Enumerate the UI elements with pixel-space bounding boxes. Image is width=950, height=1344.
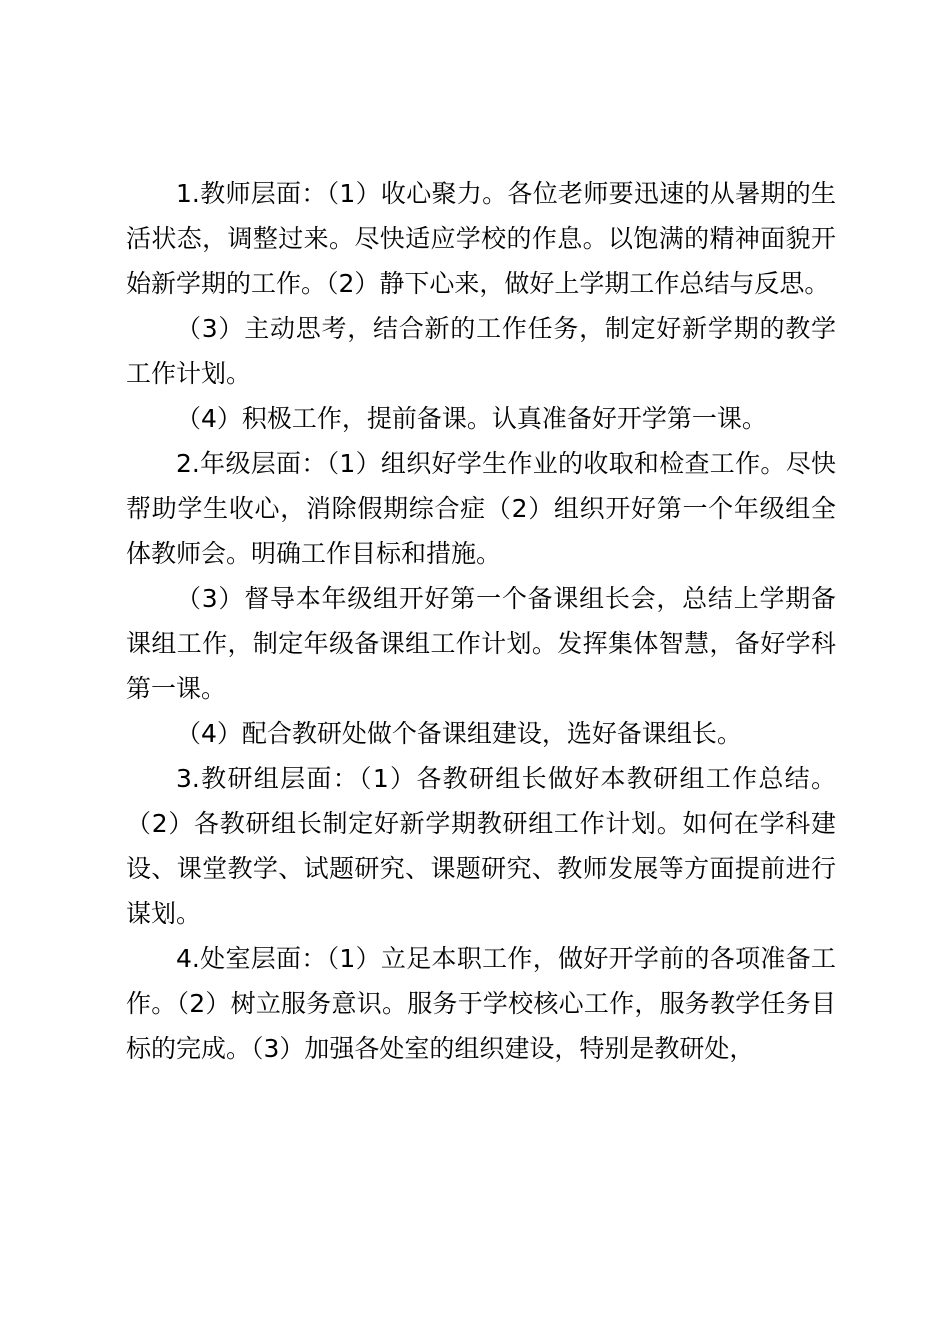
paragraph-grade-item-4: （4）配合教研处做个备课组建设，选好备课组长。 [176, 719, 742, 748]
paragraph-teacher-level: 1.教师层面：（1）收心聚力。各位老师要迅速的从暑期的生活状态，调整过来。尽快适应学校的作息。以饱满的精神面貌开始新学期的工作。（2）静下心来，做好上学期工作总结与反思。 [126, 179, 836, 298]
paragraph-teacher-item-3: （3）主动思考，结合新的工作任务，制定好新学期的教学工作计划。 [126, 314, 836, 388]
paragraph-grade-level: 2.年级层面：（1）组织好学生作业的收取和检查工作。尽快帮助学生收心，消除假期综合症（2）组织开好第一个年级组全体教师会。明确工作目标和措施。 [126, 449, 836, 568]
paragraph-grade-item-3: （3）督导本年级组开好第一个备课组长会，总结上学期备课组工作，制定年级备课组工作计划。发挥集体智慧，备好学科第一课。 [126, 584, 836, 703]
document-body [126, 171, 836, 1071]
paragraph-teacher-item-4: （4）积极工作，提前备课。认真准备好开学第一课。 [176, 404, 767, 433]
paragraph-office-level: 4.处室层面：（1）立足本职工作，做好开学前的各项准备工作。（2）树立服务意识。服务于学校核心工作，服务教学任务目标的完成。（3）加强各处室的组织建设，特别是教研处， [126, 944, 836, 1063]
paragraph-research-group-level: 3.教研组层面：（1）各教研组长做好本教研组工作总结。（2）各教研组长制定好新学期教研组工作计划。如何在学科建设、课堂教学、试题研究、课题研究、教师发展等方面提前进行谋划。 [126, 764, 836, 928]
